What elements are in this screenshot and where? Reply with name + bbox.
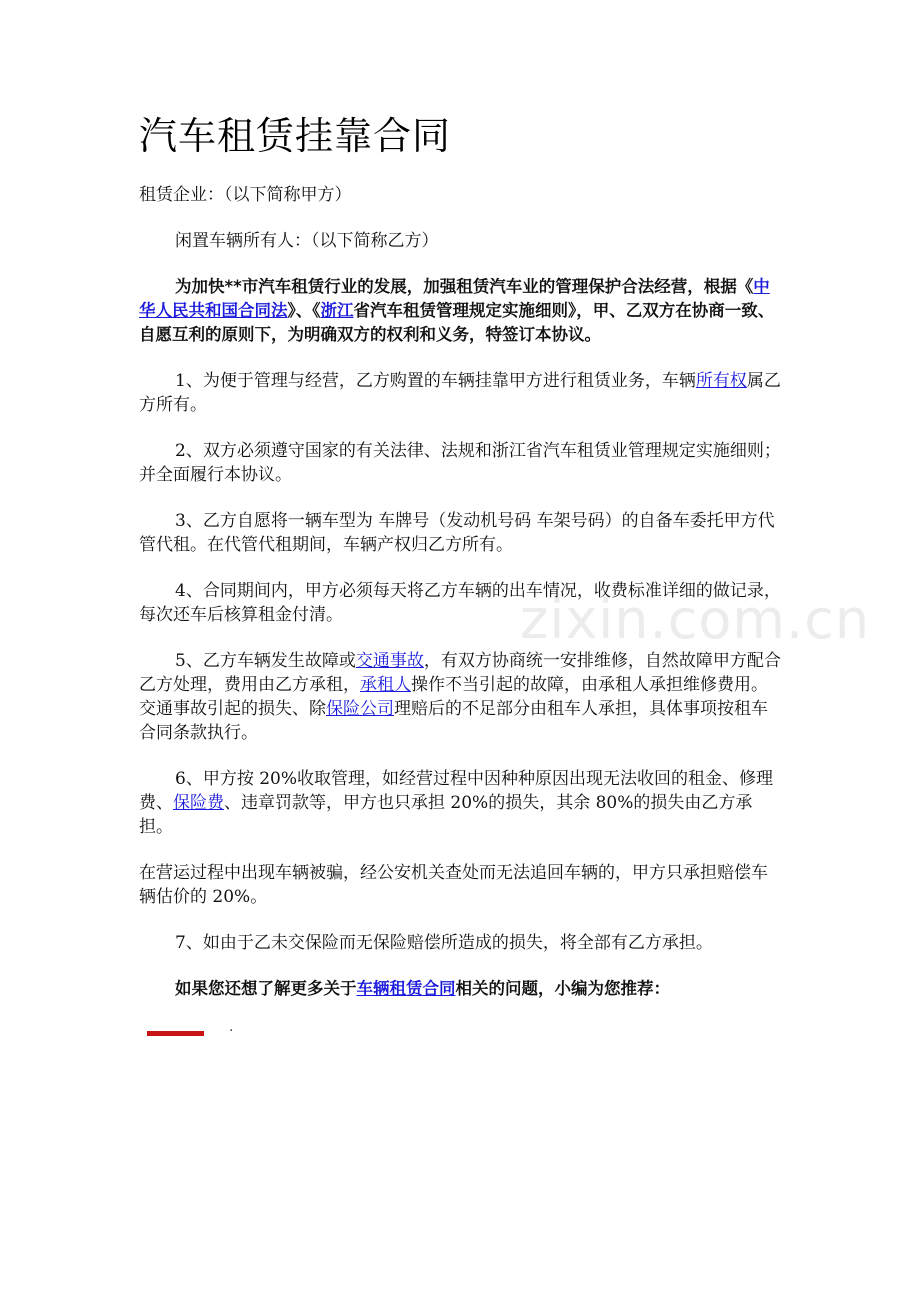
clause-6-supplement: 在营运过程中出现车辆被骗，经公安机关查处而无法追回车辆的，甲方只承担赔偿车辆估价的 20%。 (139, 863, 768, 908)
footer-dot: · (229, 1023, 234, 1040)
page-title: 汽车租赁挂靠合同 (139, 114, 452, 158)
clause-5: 5、乙方车辆发生故障或交通事故，有双方协商统一安排维修，自然故障甲方配合乙方处理，费用由乙方承租，承租人操作不当引起的故障，由承租人承担维修费用。交通事故引起的损失、除保险公司理赔后的不足部分由租车人承担，具体事项按租车合同条款执行。 (139, 651, 781, 744)
red-divider-bar (147, 1031, 204, 1036)
clause-4: 4、合同期间内，甲方必须每天将乙方车辆的出车情况，收费标准详细的做记录，每次还车后核算租金付清。 (139, 581, 781, 626)
party-a-line: 租赁企业：（以下简称甲方） (139, 185, 352, 206)
clause-3: 3、乙方自愿将一辆车型为 车牌号（发动机号码 车架号码）的自备车委托甲方代管代租。在代管代租期间，车辆产权归乙方所有。 (139, 511, 775, 556)
ownership-link[interactable]: 所有权 (695, 371, 747, 392)
recommendation-line: 如果您还想了解更多关于车辆租赁合同相关的问题，小编为您推荐： (175, 979, 670, 999)
zhejiang-link[interactable]: 浙江 (320, 301, 354, 321)
recommendation-footer (139, 1023, 784, 1063)
insurance-fee-link[interactable]: 保险费 (173, 793, 224, 814)
watermark: zixin.com.cn (520, 588, 871, 651)
clause-7: 7、如由于乙未交保险而无保险赔偿所造成的损失，将全部有乙方承担。 (175, 933, 713, 954)
clause-6: 6、甲方按 20%收取管理，如经营过程中因种种原因出现无法收回的租金、修理费、保险费、违章罚款等，甲方也只承担 20%的损失，其余 80%的损失由乙方承担。 (139, 769, 774, 838)
clause-1: 1、为便于管理与经营，乙方购置的车辆挂靠甲方进行租赁业务，车辆所有权属乙方所有。 (139, 371, 781, 416)
clause-2: 2、双方必须遵守国家的有关法律、法规和浙江省汽车租赁业管理规定实施细则；并全面履行本协议。 (139, 441, 781, 486)
intro-paragraph: 为加快**市汽车租赁行业的发展，加强租赁汽车业的管理保护合法经营，根据《中华人民共和国合同法》、《浙江省汽车租赁管理规定实施细则》，甲、乙双方在协商一致、自愿互利的原则下，为明确双方的权利和义务，特签订本协议。 (139, 277, 775, 345)
lessee-link[interactable]: 承租人 (360, 675, 411, 696)
traffic-accident-link[interactable]: 交通事故 (355, 651, 424, 672)
party-b-line: 闲置车辆所有人：（以下简称乙方） (175, 231, 439, 252)
car-lease-contract-link[interactable]: 车辆租赁合同 (356, 979, 456, 999)
document-body (139, 112, 784, 1063)
insurance-company-link[interactable]: 保险公司 (326, 699, 394, 720)
contract-law-link[interactable]: 中华人民共和国合同法 (139, 277, 770, 321)
